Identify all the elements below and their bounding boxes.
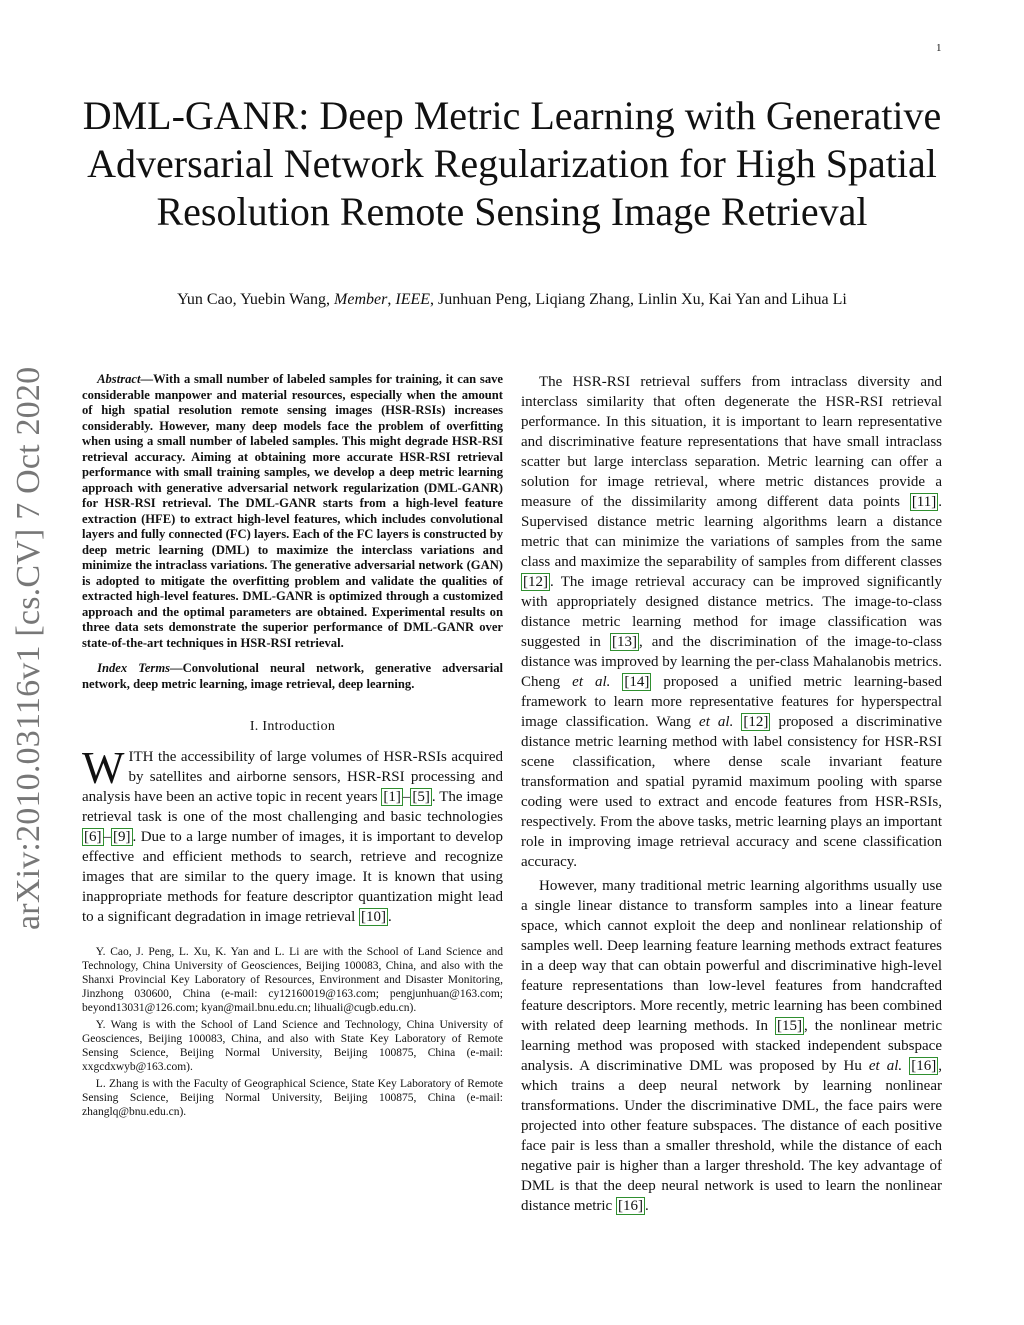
body-text: proposed a discriminative distance metric learning method with label consistency for HSR-RSI scene classification, where dense scale invariant feature transformation and spatial pyramid maximum pooling with sparse coding were used to extract and encode features from HSR-RSIs, respectively. From the above tasks, metric learning plays an important role in improving image retrieval accuracy and scene classification accuracy. bbox=[521, 714, 942, 870]
abstract-text: —With a small number of labeled samples for training, it can save considerable manpower and material resources, especially when the amount of high spatial resolution remote sensing images (HSR-RSIs) increases considerably. However, many deep models face the problem of overfitting when using a small number of labeled samples. This might degrade HSR-RSI retrieval accuracy. Aiming at obtaining more accurate HSR-RSI retrieval performance with small training samples, we develop a deep metric learning approach with generative adversarial network regularization (DML-GANR) for HSR-RSI retrieval. The DML-GANR starts from a high-level feature extraction (HFE) to extract high-level features, which includes convolutional layers and fully connected (FC) layers. Each of the FC layers is constructed by deep metric learning (DML) to maximize the interclass variations and minimize the intraclass variations. The generative adversarial network (GAN) is adopted to mitigate the overfitting problem and validate the qualities of extracted high-level features. DML-GANR is optimized through a customized approach and the optimal parameters are obtained. Experimental results on three data sets demonstrate the superior performance of DML-GANR over state-of-the-art techniques in HSR-RSI retrieval. bbox=[82, 372, 503, 650]
body-text: proposed a unified metric learning-based framework to learn more representative features for hyperspectral image classification. Wang bbox=[521, 674, 943, 730]
et-al: et al. bbox=[699, 714, 734, 730]
authors-ieee: IEEE bbox=[395, 291, 431, 308]
footnote: Y. Cao, J. Peng, L. Xu, K. Yan and L. Li are with the School of Land Science and Technology, China University of Geosciences, Beijing 100083, China, and also with the Shanxi Provincial Key Laboratory of Resources, Environment and Disaster Monitoring, Jinzhong 030600, China (e-mail: cy12160019@163.com; pengjunhuan@163.com; beyond13031@126.com; kyan@mail.bnu.edu.cn; lihuali@cugb.edu.cn). bbox=[82, 946, 503, 1014]
intro-text: ITH the accessibility of large volumes of HSR-RSIs acquired by satellites and airborne sensors, HSR-RSI processing and analysis have been an active topic in recent years bbox=[82, 749, 503, 805]
citation-link[interactable]: [12] bbox=[743, 714, 769, 730]
authors-part-1: Yun Cao, Yuebin Wang, bbox=[177, 291, 335, 308]
citation-link[interactable]: [16] bbox=[911, 1058, 937, 1074]
body-text: , which trains a deep neural network by learning nonlinear transformations. Under the discriminative DML, the face pairs were projected into other feature subspaces. The distance of each positive face pair is less than a smaller threshold, while the distance of each negative pair is higher than a larger threshold. The key advantage of DML is that the deep neural network is used to learn the nonlinear distance metric bbox=[521, 1058, 942, 1214]
author-list bbox=[40, 289, 984, 311]
index-terms bbox=[82, 661, 503, 692]
citation-link[interactable]: [13] bbox=[611, 634, 637, 650]
body-text: , the nonlinear metric learning method was proposed with stacked independent subspace analysis. A discriminative DML was proposed by Hu bbox=[521, 1018, 942, 1074]
et-al: et al. bbox=[868, 1058, 903, 1074]
citation-link[interactable]: [9] bbox=[113, 829, 131, 845]
authors-member: Member bbox=[334, 291, 388, 308]
body-text: However, many traditional metric learning algorithms usually use a single linear distance to transform samples into a linear feature space, which cannot exploit the deep and nonlinear relationship of samples well. Deep learning feature learning methods extract features in a deep way that can obtain powerful and discriminative high-level feature representations than low-level features from handcrafted feature descriptors. More recently, metric learning has been combined with related deep learning methods. In bbox=[521, 878, 942, 1034]
abstract-label: Abstract bbox=[97, 372, 141, 386]
footnote: Y. Wang is with the School of Land Science and Technology, China University of Geosciences, Beijing 100083, China, and also with State Key Laboratory of Remote Sensing Science, Beijing Normal University, Beijing 100875, China (e-mail: xxgcdxwyb@163.com). bbox=[82, 1019, 503, 1073]
drop-cap: W bbox=[82, 743, 125, 793]
intro-text: . The image retrieval task is one of the most challenging and basic technologies bbox=[82, 789, 503, 825]
intro-text: – bbox=[103, 829, 111, 845]
body-text: . Supervised distance metric learning algorithms learn a distance metric that can minimize the variations of samples from the same class and maximize the separability of samples from different classes bbox=[521, 494, 942, 570]
section-heading: I. Introduction bbox=[249, 719, 336, 734]
footnote: L. Zhang is with the Faculty of Geographical Science, State Key Laboratory of Remote Sensing Science, Beijing Normal University, Beijing 100875, China (e-mail: zhanglq@bnu.edu.cn). bbox=[82, 1078, 503, 1118]
abstract bbox=[82, 372, 503, 651]
citation-link[interactable]: [14] bbox=[624, 674, 650, 690]
authors-sep: , bbox=[387, 291, 396, 308]
citation-link[interactable]: [12] bbox=[523, 574, 548, 590]
body-text: . The image retrieval accuracy can be improved significantly with appropriately designed distance metrics. The image-to-class distance metric learning method for image classification was suggested in bbox=[521, 574, 942, 650]
index-terms-label: Index Terms bbox=[97, 661, 171, 675]
right-column bbox=[521, 372, 942, 1216]
body-text: , and the discrimination of the image-to-class distance was improved by learning the per-class Mahalanobis metrics. Cheng bbox=[521, 634, 942, 690]
arxiv-stamp: arXiv:2010.03116v1 [cs.CV] 7 Oct 2020 bbox=[10, 366, 47, 930]
body-text: The HSR-RSI retrieval suffers from intraclass diversity and interclass similarity that often degenerate the HSR-RSI retrieval performance. In this situation, it is important to learn representative and discriminative feature representations that have small intraclass scatter but large interclass separation. Metric learning can offer a solution for image retrieval, where metric distances provide a measure of the dissimilarity among different data points bbox=[521, 374, 942, 510]
citation-link[interactable]: [1] bbox=[383, 789, 401, 805]
citation-link[interactable]: [16] bbox=[617, 1198, 643, 1214]
citation-link[interactable]: [11] bbox=[911, 494, 937, 510]
paper-title: DML-GANR: Deep Metric Learning with Generative Adversarial Network Regularization for High Spatial Resolution Remote Sensing Image Retrieval bbox=[82, 93, 942, 234]
citation-link[interactable]: [6] bbox=[84, 829, 102, 845]
et-al: et al. bbox=[572, 674, 611, 690]
authors-part-2: , Junhuan Peng, Liqiang Zhang, Linlin Xu, Kai Yan and Lihua Li bbox=[430, 291, 847, 308]
index-terms-text: —Convolutional neural network, generative adversarial network, deep metric learning, image retrieval, deep learning. bbox=[82, 661, 503, 691]
body-text bbox=[610, 674, 622, 690]
citation-link[interactable]: [10] bbox=[360, 909, 386, 925]
intro-text: . bbox=[387, 909, 392, 925]
body-paragraph bbox=[521, 876, 942, 1216]
citation-link[interactable]: [15] bbox=[776, 1018, 802, 1034]
body-paragraph bbox=[521, 372, 942, 872]
intro-text: . Due to a large number of images, it is important to develop effective and efficient methods to search, retrieve and recognize images that are similar to the query image. It is known that using inappropriate methods for feature descriptor quantization might lead to a significant degradation in image retrieval bbox=[82, 829, 503, 925]
citation-link[interactable]: [5] bbox=[412, 789, 430, 805]
footnotes bbox=[82, 945, 503, 1119]
intro-text: – bbox=[402, 789, 411, 805]
intro-paragraph bbox=[82, 743, 503, 927]
page-number: 1 bbox=[936, 42, 942, 54]
body-text: . bbox=[644, 1198, 649, 1214]
left-column bbox=[82, 372, 503, 1119]
